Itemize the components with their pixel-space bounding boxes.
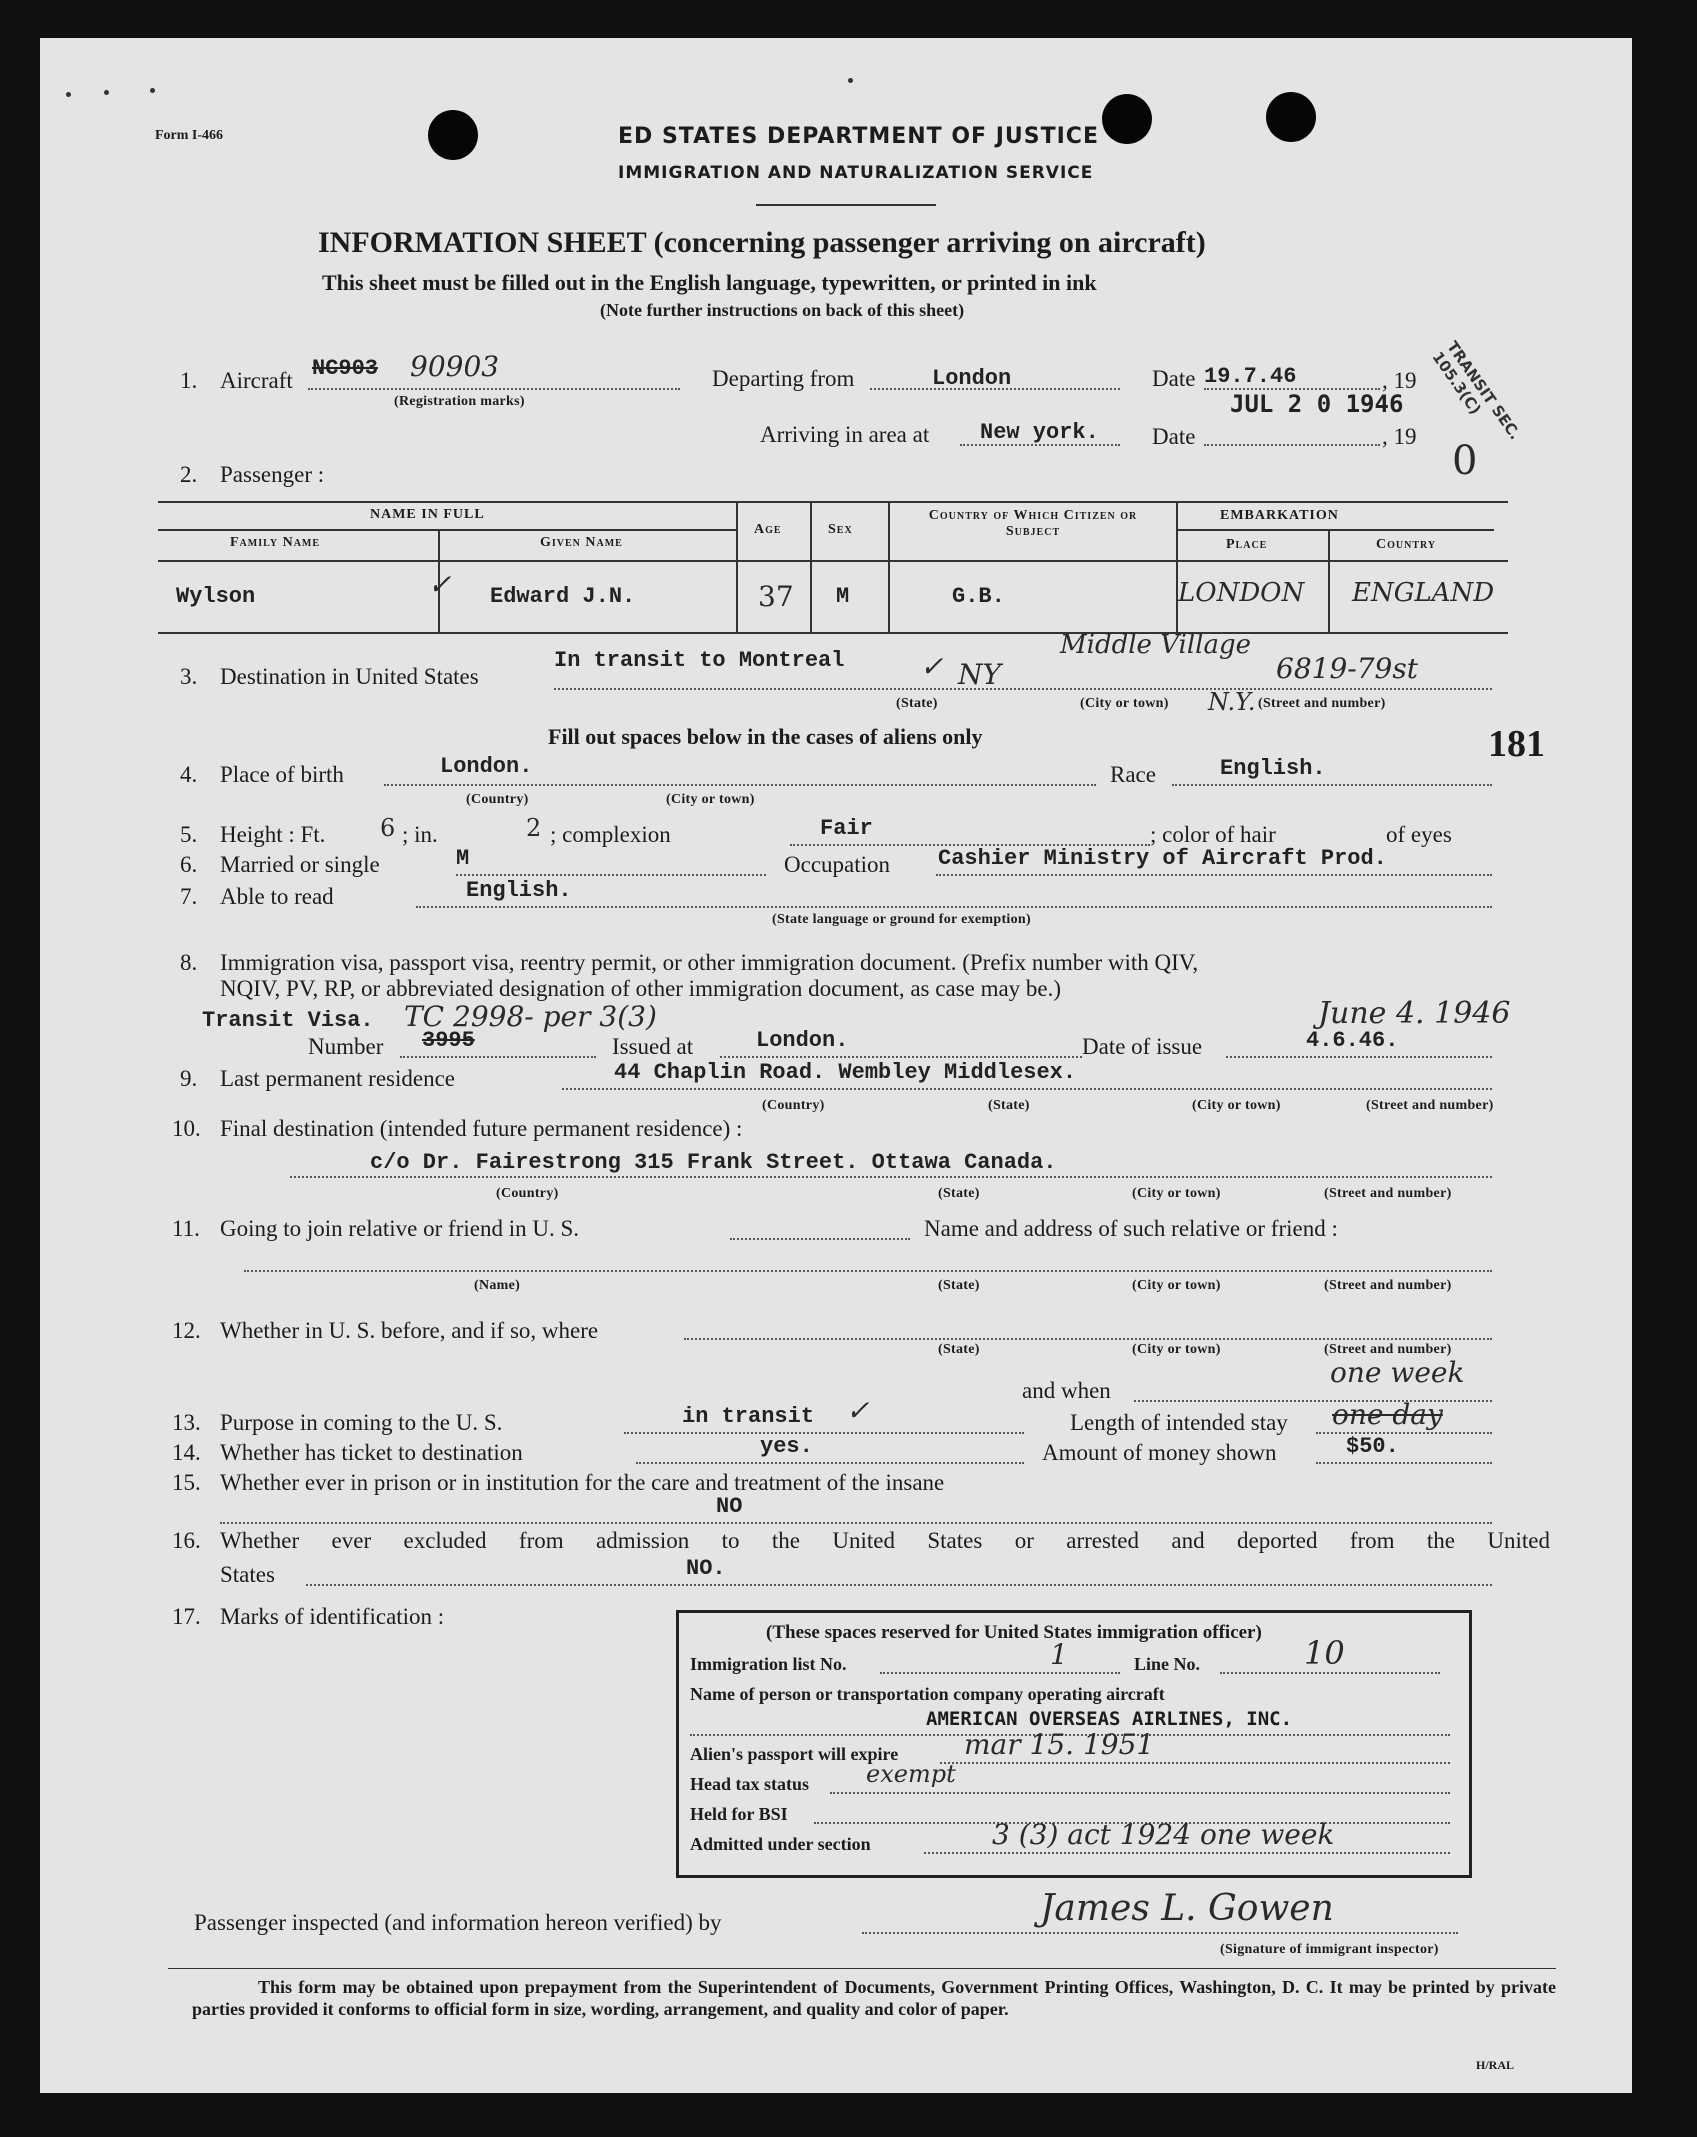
occupation-label: Occupation <box>784 852 891 877</box>
head-tax-line <box>830 1792 1450 1794</box>
complexion-label: ; complexion <box>550 822 671 847</box>
table-col-rule <box>810 501 812 632</box>
age-header: Age <box>754 522 782 537</box>
year-suffix: , 19 <box>1382 368 1417 393</box>
item-number: 17. <box>172 1604 201 1629</box>
destination-label: Destination in United States <box>220 664 479 689</box>
excluded-line <box>306 1584 1492 1586</box>
admitted-label: Admitted under section <box>690 1834 871 1854</box>
hair-label: ; color of hair <box>1150 822 1276 847</box>
caption-street: (Street and number) <box>1324 1186 1452 1201</box>
arrival-year-suffix: , 19 <box>1382 424 1417 449</box>
item-number: 14. <box>172 1440 201 1465</box>
form-note: (Note further instructions on back of this sheet) <box>600 300 965 320</box>
birth-place-value: London. <box>440 754 533 779</box>
final-destination-label: Final destination (intended future permanent residence) : <box>220 1116 743 1141</box>
passport-expire-label: Alien's passport will expire <box>690 1744 899 1764</box>
final-destination-line <box>290 1176 1492 1178</box>
admitted-value: 3 (3) act 1924 one week <box>992 1818 1335 1851</box>
caption-country: (Country) <box>466 792 529 807</box>
date-label: Date <box>1152 366 1196 391</box>
caption-state: (State) <box>896 696 938 711</box>
caption-state: (State) <box>938 1278 980 1293</box>
punch-hole <box>1102 94 1152 144</box>
caption-city: (City or town) <box>1080 696 1169 711</box>
footer-code: H/RAL <box>1476 2058 1515 2072</box>
item-number: 5. <box>180 822 198 847</box>
issued-label: Issued at <box>612 1034 694 1059</box>
list-no-line <box>880 1672 1120 1674</box>
caption-state: (State) <box>938 1342 980 1357</box>
footer-text: This form may be obtained upon prepayment from the Superintendent of Documents, Government Printing Offices, Washington, D. C. It may be printed by private parties provided it conforms to official form in size, wording, arrangement, and quality and color of paper. <box>192 1977 1556 2019</box>
speck <box>848 78 853 83</box>
read-label: Able to read <box>220 884 334 909</box>
registration-caption: (Registration marks) <box>394 394 525 409</box>
inspected-by-label: Passenger inspected (and information hereon verified) by <box>194 1910 722 1935</box>
table-col-rule <box>888 501 890 632</box>
transit-stamp: TRANSIT SEC. 105.3(C) <box>1428 338 1525 443</box>
birth-place-label: Place of birth <box>220 762 344 787</box>
eyes-label: of eyes <box>1386 822 1452 847</box>
table-col-rule <box>1176 501 1178 632</box>
hand-check: ✓ <box>920 650 944 683</box>
country-citizen-header: Country of Which Citizen or Subject <box>928 508 1138 539</box>
issue-date-label: Date of issue <box>1082 1034 1203 1059</box>
destination-hand-street: 6819-79st <box>1276 652 1418 685</box>
excluded-value: NO. <box>686 1556 726 1581</box>
name-in-full-header: NAME IN FULL <box>370 507 485 522</box>
when-hand-value: one week <box>1330 1356 1465 1389</box>
line-no-label: Line No. <box>1134 1654 1201 1674</box>
residence-label: Last permanent residence <box>220 1066 455 1091</box>
relative-name-label: Name and address of such relative or friend : <box>924 1216 1338 1241</box>
citizen-value: G.B. <box>952 584 1005 609</box>
number-line <box>400 1056 596 1058</box>
embarkation-header: EMBARKATION <box>1220 508 1339 523</box>
embark-country-value: ENGLAND <box>1352 578 1495 608</box>
caption-name: (Name) <box>474 1278 521 1293</box>
height-inches: 2 <box>526 814 542 842</box>
departing-label: Departing from <box>712 366 855 391</box>
relative-address-line <box>244 1270 1492 1272</box>
complexion-value: Fair <box>820 816 873 841</box>
inches-label: ; in. <box>402 822 438 847</box>
stay-label: Length of intended stay <box>1070 1410 1288 1435</box>
aircraft-line <box>308 388 680 390</box>
residence-value: 44 Chaplin Road. Wembley Middlesex. <box>614 1060 1077 1085</box>
item-number: 16. <box>172 1528 201 1553</box>
document-text-2: NQIV, PV, RP, or abbreviated designation of other immigration document, as case may be.) <box>220 976 1062 1001</box>
speck <box>150 88 155 93</box>
prior-visit-label: Whether in U. S. before, and if so, where <box>220 1318 599 1343</box>
table-mid-rule <box>158 529 736 531</box>
item-number: 13. <box>172 1410 201 1435</box>
item-number: 1. <box>180 368 198 393</box>
service-name: IMMIGRATION AND NATURALIZATION SERVICE <box>618 163 1094 183</box>
caption-city: (City or town) <box>1192 1098 1281 1113</box>
item-number: 7. <box>180 884 198 909</box>
passport-expire-value: mar 15. 1951 <box>964 1728 1155 1761</box>
item-number: 12. <box>172 1318 201 1343</box>
prison-line <box>220 1522 1492 1524</box>
table-top-rule <box>158 501 1508 503</box>
item-number: 9. <box>180 1066 198 1091</box>
item-number: 3. <box>180 664 198 689</box>
document-hand-date: June 4. 1946 <box>1318 996 1511 1031</box>
marital-line <box>456 874 766 876</box>
aliens-only-heading: Fill out spaces below in the cases of aliens only <box>548 724 983 749</box>
document-type: Transit Visa. <box>202 1008 374 1033</box>
read-caption: (State language or ground for exemption) <box>772 912 1031 927</box>
table-bottom-rule <box>158 632 1508 634</box>
form-sheet <box>40 38 1632 2093</box>
punch-hole <box>1266 92 1316 142</box>
purpose-value: in transit <box>682 1404 815 1429</box>
prior-visit-line <box>684 1338 1492 1340</box>
given-name-header: Given Name <box>540 535 623 550</box>
purpose-check: ✓ <box>846 1394 870 1427</box>
race-value: English. <box>1220 756 1326 781</box>
item-number: 6. <box>180 852 198 877</box>
issued-line <box>720 1056 1082 1058</box>
caption-street: (Street and number) <box>1324 1342 1452 1357</box>
table-mid-rule <box>1176 529 1494 531</box>
head-tax-label: Head tax status <box>690 1774 810 1794</box>
destination-hand-state: NY <box>958 658 1001 691</box>
speck <box>66 92 71 97</box>
item-number: 4. <box>180 762 198 787</box>
aircraft-label: Aircraft <box>220 368 293 393</box>
caption-city: (City or town) <box>1132 1186 1221 1201</box>
line-no-value: 10 <box>1304 1634 1345 1672</box>
issued-value: London. <box>756 1028 849 1053</box>
caption-street: (Street and number) <box>1366 1098 1494 1113</box>
prison-label: Whether ever in prison or in institution for the care and treatment of the insane <box>220 1470 945 1495</box>
table-col-rule <box>736 501 738 632</box>
aircraft-registration-typed: NC903 <box>312 356 379 381</box>
passenger-label: Passenger : <box>220 462 325 487</box>
speck <box>104 90 109 95</box>
occupation-value: Cashier Ministry of Aircraft Prod. <box>938 846 1387 871</box>
caption-state: (State) <box>988 1098 1030 1113</box>
arriving-label: Arriving in area at <box>760 422 930 447</box>
operator-value: AMERICAN OVERSEAS AIRLINES, INC. <box>926 1708 1293 1730</box>
header-rule <box>756 204 936 206</box>
operator-label: Name of person or transportation company operating aircraft <box>690 1684 1165 1704</box>
hand-mark-zero: 0 <box>1452 438 1478 484</box>
line-no-line <box>1220 1672 1440 1674</box>
destination-hand-city: Middle Village <box>1060 630 1251 660</box>
read-value: English. <box>466 878 572 903</box>
destination-hand-ny: N.Y. <box>1208 688 1256 716</box>
place-header: Place <box>1226 537 1268 552</box>
embark-place-value: LONDON <box>1178 578 1305 608</box>
issue-date-value: 4.6.46. <box>1306 1028 1399 1053</box>
document-hand-note: TC 2998- per 3(3) <box>404 1000 657 1033</box>
purpose-label: Purpose in coming to the U. S. <box>220 1410 503 1435</box>
sex-header: Sex <box>828 522 853 537</box>
document-text-1: Immigration visa, passport visa, reentry permit, or other immigration document. (Prefix number with QIV, <box>220 950 1199 975</box>
family-name-value: Wylson <box>176 584 256 609</box>
excluded-label: Whether ever excluded from admission to the United States or arrested and deported from the United <box>220 1528 1550 1553</box>
occupation-line <box>936 874 1492 876</box>
caption-street: (Street and number) <box>1324 1278 1452 1293</box>
marital-value: M <box>456 846 470 871</box>
purpose-line <box>624 1432 1024 1434</box>
punch-hole <box>428 110 478 160</box>
item-number: 2. <box>180 462 198 487</box>
stay-line <box>1316 1432 1492 1434</box>
departing-value: London <box>932 366 1012 391</box>
when-label: and when <box>1022 1378 1111 1403</box>
stay-value: one day <box>1332 1398 1443 1431</box>
final-destination-value: c/o Dr. Fairestrong 315 Frank Street. Ottawa Canada. <box>370 1150 1057 1175</box>
passport-expire-line <box>940 1762 1450 1764</box>
item-number: 10. <box>172 1116 201 1141</box>
sex-value: M <box>836 584 850 609</box>
item-number: 15. <box>172 1470 201 1495</box>
join-relative-label: Going to join relative or friend in U. S. <box>220 1216 579 1241</box>
money-value: $50. <box>1346 1434 1399 1459</box>
page-number: 181 <box>1488 723 1545 765</box>
form-subtitle: This sheet must be filled out in the English language, typewritten, or printed in ink <box>322 270 1097 295</box>
marital-label: Married or single <box>220 852 380 877</box>
number-value: 3995 <box>422 1028 475 1053</box>
caption-state: (State) <box>938 1186 980 1201</box>
arriving-value: New york. <box>980 420 1099 445</box>
caption-city: (City or town) <box>1132 1278 1221 1293</box>
caption-country: (Country) <box>496 1186 559 1201</box>
money-label: Amount of money shown <box>1042 1440 1277 1465</box>
given-name-value: Edward J.N. <box>490 584 636 609</box>
admitted-line <box>924 1852 1450 1854</box>
excluded-label-2: States <box>220 1562 275 1587</box>
caption-street: (Street and number) <box>1258 696 1386 711</box>
issue-date-line <box>1226 1056 1492 1058</box>
caption-city: (City or town) <box>1132 1342 1221 1357</box>
check-mark: ✓ <box>428 568 452 601</box>
form-title: INFORMATION SHEET (concerning passenger arriving on aircraft) <box>318 226 1206 259</box>
join-relative-line <box>730 1238 910 1240</box>
arrival-date-label: Date <box>1152 424 1196 449</box>
form-number: Form I-466 <box>155 128 224 143</box>
destination-value: In transit to Montreal <box>554 648 845 673</box>
age-value: 37 <box>758 580 794 613</box>
number-label: Number <box>308 1034 384 1059</box>
residence-line <box>562 1088 1492 1090</box>
caption-city: (City or town) <box>666 792 755 807</box>
identification-marks-label: Marks of identification : <box>220 1604 445 1629</box>
race-label: Race <box>1110 762 1156 787</box>
ticket-value: yes. <box>760 1434 813 1459</box>
birth-place-line <box>384 784 1096 786</box>
signature-line <box>862 1932 1458 1934</box>
list-no-label: Immigration list No. <box>690 1654 847 1674</box>
aircraft-registration-hand: 90903 <box>410 350 500 383</box>
money-line <box>1316 1462 1492 1464</box>
head-tax-value: exempt <box>866 1760 956 1788</box>
family-name-header: Family Name <box>230 535 321 550</box>
ticket-line <box>636 1462 1024 1464</box>
prison-value: NO <box>716 1494 743 1519</box>
item-number: 8. <box>180 950 198 975</box>
agency-name: ED STATES DEPARTMENT OF JUSTICE <box>618 124 1099 149</box>
item-number: 11. <box>172 1216 200 1241</box>
inspector-signature: James L. Gowen <box>1040 1888 1334 1929</box>
bsi-label: Held for BSI <box>690 1804 788 1824</box>
ticket-label: Whether has ticket to destination <box>220 1440 523 1465</box>
read-line <box>416 906 1492 908</box>
list-no-value: 1 <box>1050 1638 1068 1671</box>
footer-rule <box>168 1968 1556 1969</box>
caption-country: (Country) <box>762 1098 825 1113</box>
officer-box-heading: (These spaces reserved for United States immigration officer) <box>766 1622 1262 1643</box>
departure-date: 19.7.46 <box>1204 364 1297 389</box>
embark-country-header: Country <box>1376 537 1437 552</box>
arrival-date-stamp: JUL 2 0 1946 <box>1230 390 1404 418</box>
height-feet: 6 <box>380 814 396 842</box>
signature-caption: (Signature of immigrant inspector) <box>1220 1942 1439 1957</box>
table-col-rule <box>1328 529 1330 632</box>
table-header-bottom-rule <box>158 560 1508 562</box>
height-label: Height : Ft. <box>220 822 326 847</box>
arrival-date-line <box>1204 444 1380 446</box>
destination-line <box>554 688 1492 690</box>
race-line <box>1172 784 1492 786</box>
